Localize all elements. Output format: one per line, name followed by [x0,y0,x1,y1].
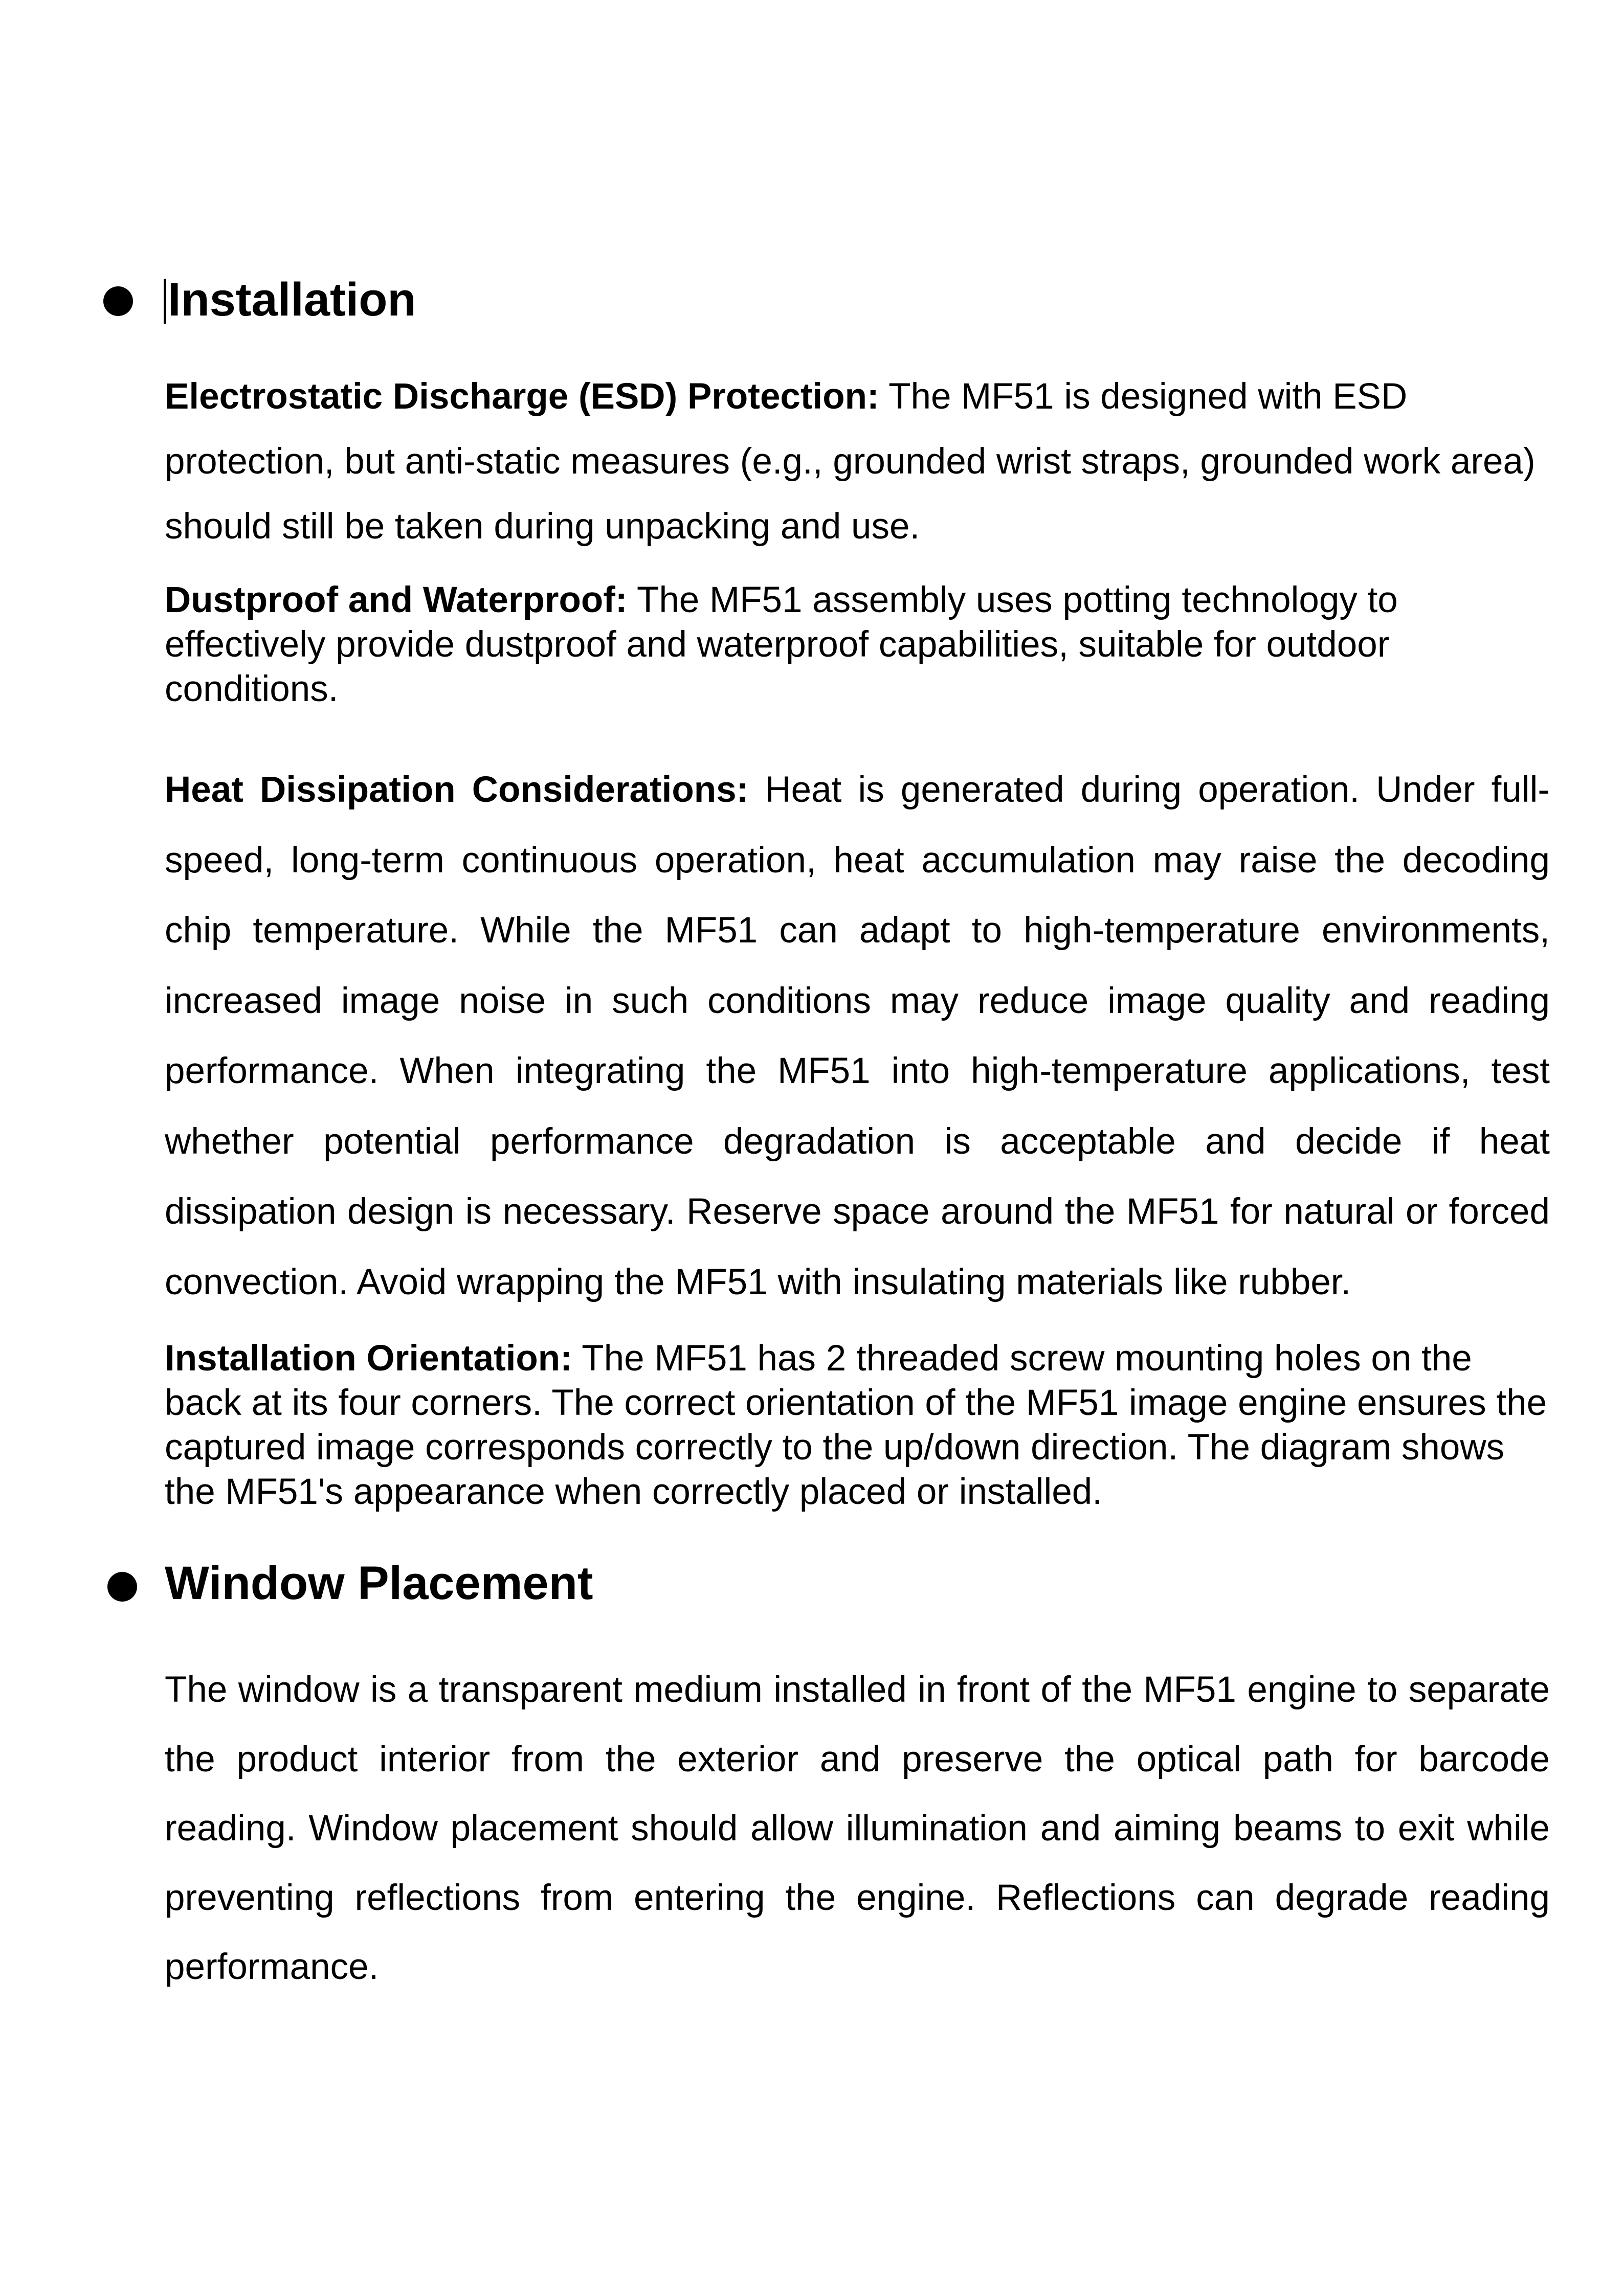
paragraph-label: Installation Orientation: [165,1338,572,1379]
paragraph-text: The window is a transparent medium installed in front of the MF51 engine to separate the product interior from the exterior and preserve the optical path for barcode reading. Window placement should allow illumination and aiming beams to exit while preventing reflections from entering the engine. Reflections can degrade reading performance. [165,1670,1550,1987]
paragraph-installation-orientation [165,1336,1550,1514]
bullet-icon [103,286,133,316]
paragraph-text: The MF51 has 2 threaded screw mounting holes on the back at its four corners. The correct orientation of the MF51 image engine ensures the captured image corresponds correctly to the up/down direction. The diagram shows the MF51's appearance when correctly placed or installed. [165,1338,1547,1512]
paragraph-heat-dissipation [165,755,1550,1317]
paragraph-esd-protection [165,364,1550,559]
paragraph-text: The MF51 assembly uses potting technology to effectively provide dustproof and waterproof capabilities, suitable for outdoor conditions. [165,580,1398,709]
section-heading-window-placement: Window Placement [165,1557,593,1609]
paragraph-label: Heat Dissipation Considerations: [165,770,749,810]
paragraph-text: Heat is generated during operation. Under full-speed, long-term continuous operation, heat accumulation may raise the decoding chip temperature. While the MF51 can adapt to high-temperature environments, increased image noise in such conditions may reduce image quality and reading performance. When integrating the MF51 into high-temperature applications, test whether potential performance degradation is acceptable and decide if heat dissipation design is necessary. Reserve space around the MF51 for natural or forced convection. Avoid wrapping the MF51 with insulating materials like rubber. [165,770,1550,1302]
bullet-icon [107,1572,137,1602]
paragraph-label: Electrostatic Discharge (ESD) Protection: [165,376,879,417]
text-cursor [164,279,166,324]
paragraph-window-placement [165,1655,1550,2002]
paragraph-dustproof-waterproof [165,578,1550,711]
section-heading-installation: Installation [168,274,416,326]
paragraph-label: Dustproof and Waterproof: [165,580,628,620]
paragraph-text: The MF51 is designed with ESD protection, but anti-static measures (e.g., grounded wrist straps, grounded work area) should still be taken during unpacking and use. [165,376,1536,547]
